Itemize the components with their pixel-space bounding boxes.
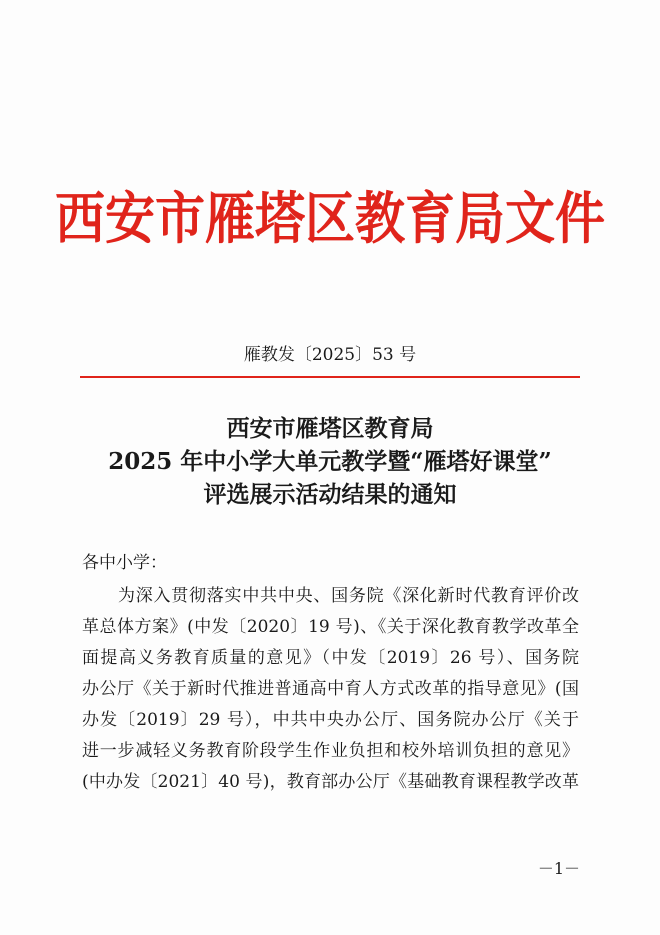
red-divider-line [80, 376, 580, 378]
body-line: 进一步减轻义务教育阶段学生作业负担和校外培训负担的意见》 [82, 741, 579, 761]
body-line: 革总体方案》(中发〔2020〕19 号)、《关于深化教育教学改革全 [82, 617, 579, 637]
body-line: 面提高义务教育质量的意见》（中发〔2019〕26 号）、国务院 [82, 648, 579, 668]
body-paragraph [82, 581, 579, 798]
notice-title-line-3: 评选展示活动结果的通知 [203, 481, 457, 508]
body-line: 办公厅《关于新时代推进普通高中育人方式改革的指导意见》(国 [82, 679, 579, 699]
body-line: (中办发〔2021〕40 号)，教育部办公厅《基础教育课程教学改革 [82, 772, 579, 792]
notice-title-line-1: 西安市雁塔区教育局 [226, 415, 434, 442]
body-line: 为深入贯彻落实中共中央、国务院《深化新时代教育评价改 [118, 586, 579, 606]
notice-title-line-2: 2025 年中小学大单元教学暨“雁塔好课堂” [108, 448, 552, 475]
body-line: 办发〔2019〕29 号），中共中央办公厅、国务院办公厅《关于 [82, 710, 579, 730]
document-number: 雁教发〔2025〕53 号 [243, 345, 417, 365]
salutation: 各中小学： [82, 553, 167, 573]
notice-title [0, 412, 660, 511]
document-header-title: 西安市雁塔区教育局文件 [55, 186, 605, 252]
page-number: －1－ [537, 859, 580, 878]
